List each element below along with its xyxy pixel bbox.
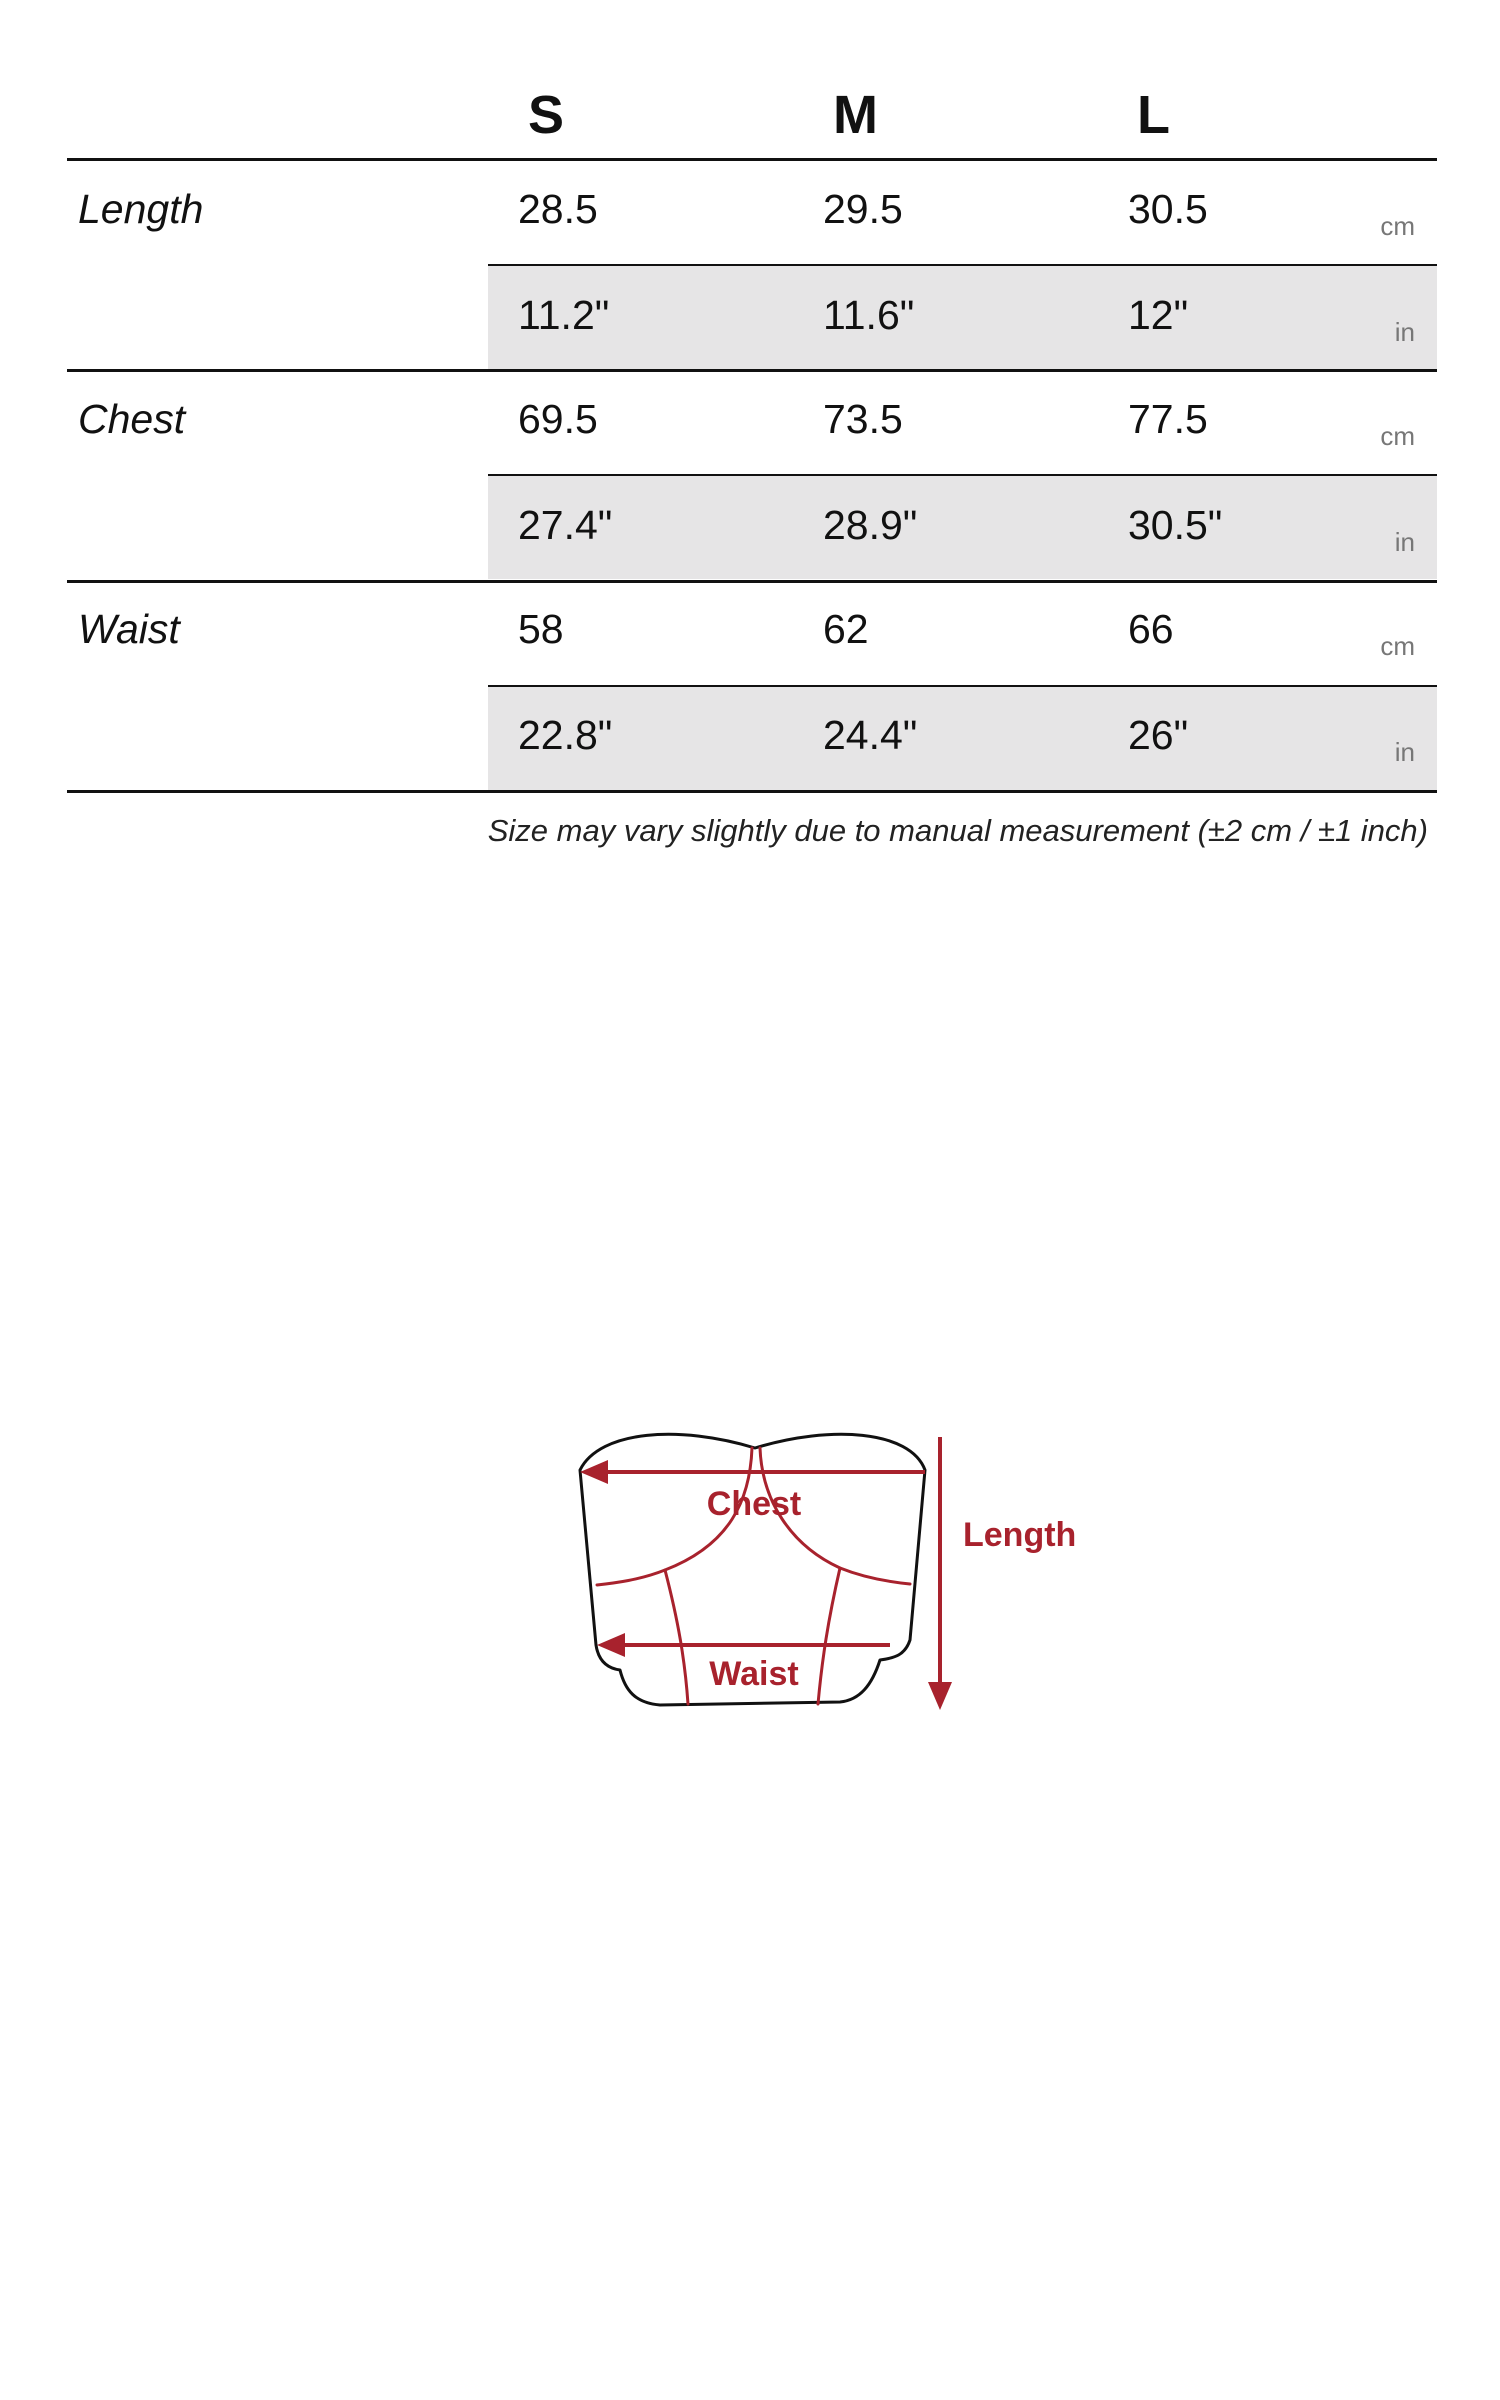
waist-l-in: 26" bbox=[1128, 712, 1189, 758]
chest-l-cm: 77.5 bbox=[1128, 396, 1208, 442]
length-s-in: 11.2" bbox=[518, 292, 610, 338]
unit-cm: cm bbox=[1380, 421, 1415, 451]
waist-s-cm: 58 bbox=[518, 606, 564, 652]
waist-m-cm: 62 bbox=[823, 606, 869, 652]
waist-label: Waist bbox=[709, 1655, 799, 1693]
length-l-cm: 30.5 bbox=[1128, 186, 1208, 232]
unit-in: in bbox=[1394, 737, 1415, 767]
row-label-waist: Waist bbox=[78, 606, 180, 652]
size-header-l: L bbox=[1137, 85, 1170, 145]
unit-in: in bbox=[1394, 527, 1415, 557]
chest-m-in: 28.9" bbox=[823, 502, 918, 548]
chest-arrow bbox=[580, 1460, 925, 1484]
chest-m-cm: 73.5 bbox=[823, 396, 903, 442]
unit-in: in bbox=[1394, 317, 1415, 347]
row-label-length: Length bbox=[78, 186, 204, 232]
length-arrow bbox=[928, 1437, 952, 1710]
unit-cm: cm bbox=[1380, 211, 1415, 241]
unit-cm: cm bbox=[1380, 631, 1415, 661]
chest-s-in: 27.4" bbox=[518, 502, 613, 548]
row-label-chest: Chest bbox=[78, 396, 186, 442]
length-label: Length bbox=[963, 1516, 1077, 1554]
measurement-note: Size may vary slightly due to manual measurement (±2 cm / ±1 inch) bbox=[487, 813, 1428, 848]
waist-l-cm: 66 bbox=[1128, 606, 1174, 652]
length-s-cm: 28.5 bbox=[518, 186, 598, 232]
chest-label: Chest bbox=[706, 1485, 802, 1523]
waist-m-in: 24.4" bbox=[823, 712, 918, 758]
chest-s-cm: 69.5 bbox=[518, 396, 598, 442]
chest-l-in: 30.5" bbox=[1128, 502, 1223, 548]
waist-arrow bbox=[597, 1633, 890, 1657]
length-m-in: 11.6" bbox=[823, 292, 915, 338]
size-header-m: M bbox=[833, 85, 878, 145]
size-header-s: S bbox=[528, 85, 565, 145]
length-l-in: 12" bbox=[1128, 292, 1189, 338]
length-m-cm: 29.5 bbox=[823, 186, 903, 232]
waist-s-in: 22.8" bbox=[518, 712, 613, 758]
